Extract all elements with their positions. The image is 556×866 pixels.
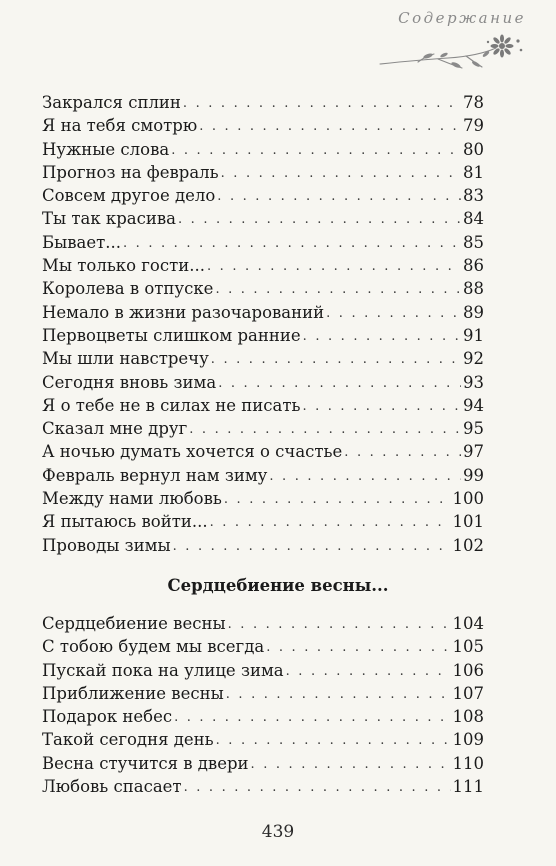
toc-entry-page: 83 bbox=[463, 186, 484, 206]
dot-leader bbox=[216, 729, 451, 752]
dot-leader bbox=[189, 418, 461, 441]
toc-entry[interactable] bbox=[42, 417, 484, 440]
toc-entry[interactable] bbox=[42, 91, 484, 114]
toc-entry[interactable] bbox=[42, 394, 484, 417]
toc-entry[interactable] bbox=[42, 277, 484, 300]
dot-leader bbox=[123, 232, 461, 255]
toc-entry[interactable] bbox=[42, 775, 484, 798]
toc-entry[interactable] bbox=[42, 510, 484, 533]
toc-entry[interactable] bbox=[42, 487, 484, 510]
toc-entry-title: С тобою будем мы всегда bbox=[42, 637, 265, 657]
toc-entry-page: 78 bbox=[463, 93, 484, 112]
toc-entry[interactable] bbox=[42, 752, 484, 775]
dot-leader bbox=[217, 185, 461, 208]
toc-entry-page: 81 bbox=[463, 162, 484, 182]
toc-entry-page: 80 bbox=[463, 139, 484, 159]
toc-entry-title: Сказал мне друг bbox=[42, 419, 188, 439]
toc-entry[interactable] bbox=[42, 184, 484, 207]
toc-entry-page: 85 bbox=[463, 232, 484, 252]
dot-leader bbox=[221, 162, 461, 185]
toc-entry-title: Любовь спасает bbox=[42, 777, 182, 797]
dot-leader bbox=[184, 776, 451, 799]
toc-entry[interactable] bbox=[42, 301, 484, 324]
toc-entry-page: 84 bbox=[463, 209, 484, 229]
toc-entry-page: 95 bbox=[463, 419, 484, 439]
dot-leader bbox=[218, 372, 461, 395]
toc-entry-title: Приближение весны bbox=[42, 683, 224, 703]
toc-entry-title: Ты так красива bbox=[42, 209, 176, 229]
dot-leader bbox=[251, 753, 451, 776]
toc-entry-page: 102 bbox=[452, 535, 484, 555]
toc-entry-page: 110 bbox=[452, 753, 484, 773]
toc-entry-title: Закрался сплин bbox=[42, 93, 181, 112]
toc-entry-page: 106 bbox=[452, 660, 484, 680]
toc-entry-title: Между нами любовь bbox=[42, 489, 222, 509]
toc-entry[interactable] bbox=[42, 534, 484, 557]
dot-leader bbox=[224, 488, 451, 511]
dot-leader bbox=[210, 511, 451, 534]
toc-entry[interactable] bbox=[42, 464, 484, 487]
toc-entry-title: Первоцветы слишком ранние bbox=[42, 325, 301, 345]
toc-entry-title: Такой сегодня день bbox=[42, 730, 214, 750]
dot-leader bbox=[173, 535, 451, 558]
toc-list-part2 bbox=[42, 612, 484, 798]
toc-entry[interactable] bbox=[42, 207, 484, 230]
toc-entry-title: Подарок небес bbox=[42, 707, 173, 727]
toc-entry[interactable] bbox=[42, 728, 484, 751]
toc-entry-page: 111 bbox=[452, 777, 484, 797]
toc-entry-page: 88 bbox=[463, 279, 484, 299]
dot-leader bbox=[226, 683, 451, 706]
toc-entry[interactable] bbox=[42, 440, 484, 463]
toc-entry-title: Мы только гости... bbox=[42, 256, 205, 276]
toc-entry-title: Весна стучится в двери bbox=[42, 753, 249, 773]
toc-entry[interactable] bbox=[42, 324, 484, 347]
toc-entry-title: Бывает... bbox=[42, 232, 122, 252]
toc-entry[interactable] bbox=[42, 254, 484, 277]
toc-entry-title: Нужные слова bbox=[42, 139, 170, 159]
toc-entry-page: 86 bbox=[463, 256, 484, 276]
dot-leader bbox=[266, 636, 450, 659]
toc-entry-title: Совсем другое дело bbox=[42, 186, 216, 206]
toc-entry[interactable] bbox=[42, 114, 484, 137]
dot-leader bbox=[303, 325, 461, 348]
toc-entry-page: 97 bbox=[463, 442, 484, 462]
dot-leader bbox=[211, 348, 461, 371]
toc-entry-page: 91 bbox=[463, 325, 484, 345]
dot-leader bbox=[326, 302, 461, 325]
toc-entry-title: Прогноз на февраль bbox=[42, 162, 219, 182]
toc-entry-page: 92 bbox=[463, 349, 484, 369]
toc-entry[interactable] bbox=[42, 682, 484, 705]
toc-entry[interactable] bbox=[42, 347, 484, 370]
toc-entry-page: 101 bbox=[452, 512, 484, 532]
toc-entry-title: Немало в жизни разочарований bbox=[42, 302, 325, 322]
toc-entry-title: А ночью думать хочется о счастье bbox=[42, 442, 343, 462]
page-number: 439 bbox=[261, 822, 295, 842]
toc-entry-page: 94 bbox=[463, 395, 484, 415]
toc-entry-title: Февраль вернул нам зиму bbox=[42, 465, 268, 485]
toc-entry-title: Я пытаюсь войти... bbox=[42, 512, 208, 532]
toc-entry-page: 107 bbox=[452, 683, 484, 703]
toc-entry-page: 100 bbox=[452, 489, 484, 509]
dot-leader bbox=[174, 706, 450, 729]
toc-entry[interactable] bbox=[42, 659, 484, 682]
dot-leader bbox=[199, 115, 461, 138]
dot-leader bbox=[207, 255, 461, 278]
toc-entry[interactable] bbox=[42, 705, 484, 728]
toc-entry-page: 105 bbox=[452, 637, 484, 657]
toc-entry-page: 108 bbox=[452, 707, 484, 727]
flower-branch-icon bbox=[378, 34, 528, 74]
toc-entry[interactable] bbox=[42, 161, 484, 184]
toc-entry-title: Королева в отпуске bbox=[42, 279, 214, 299]
toc-entry-page: 99 bbox=[463, 465, 484, 485]
toc-entry-title: Пускай пока на улице зима bbox=[42, 660, 284, 680]
dot-leader bbox=[215, 278, 461, 301]
dot-leader bbox=[183, 92, 461, 115]
toc-entry-page: 93 bbox=[463, 372, 484, 392]
toc-entry[interactable] bbox=[42, 612, 484, 635]
running-head: Содержание bbox=[398, 9, 526, 27]
dot-leader bbox=[344, 441, 461, 464]
toc-entry-title: Мы шли навстречу bbox=[42, 349, 209, 369]
section-heading: Сердцебиение весны... bbox=[167, 576, 389, 595]
toc-entry[interactable] bbox=[42, 138, 484, 161]
toc-entry-page: 104 bbox=[452, 614, 484, 633]
toc-entry-title: Проводы зимы bbox=[42, 535, 171, 555]
toc-list-part1 bbox=[42, 91, 484, 557]
toc-entry[interactable] bbox=[42, 635, 484, 658]
dot-leader bbox=[228, 613, 451, 636]
toc-entry-title: Сердцебиение весны bbox=[42, 614, 226, 633]
toc-entry[interactable] bbox=[42, 231, 484, 254]
toc-entry-page: 109 bbox=[452, 730, 484, 750]
toc-entry-title: Я о тебе не в силах не писать bbox=[42, 395, 301, 415]
toc-entry-title: Сегодня вновь зима bbox=[42, 372, 217, 392]
dot-leader bbox=[178, 208, 461, 231]
dot-leader bbox=[302, 395, 461, 418]
toc-entry-title: Я на тебя смотрю bbox=[42, 116, 198, 136]
toc-entry-page: 79 bbox=[463, 116, 484, 136]
toc-entry-page: 89 bbox=[463, 302, 484, 322]
dot-leader bbox=[286, 660, 451, 683]
dot-leader bbox=[269, 465, 461, 488]
toc-entry[interactable] bbox=[42, 371, 484, 394]
dot-leader bbox=[171, 139, 461, 162]
